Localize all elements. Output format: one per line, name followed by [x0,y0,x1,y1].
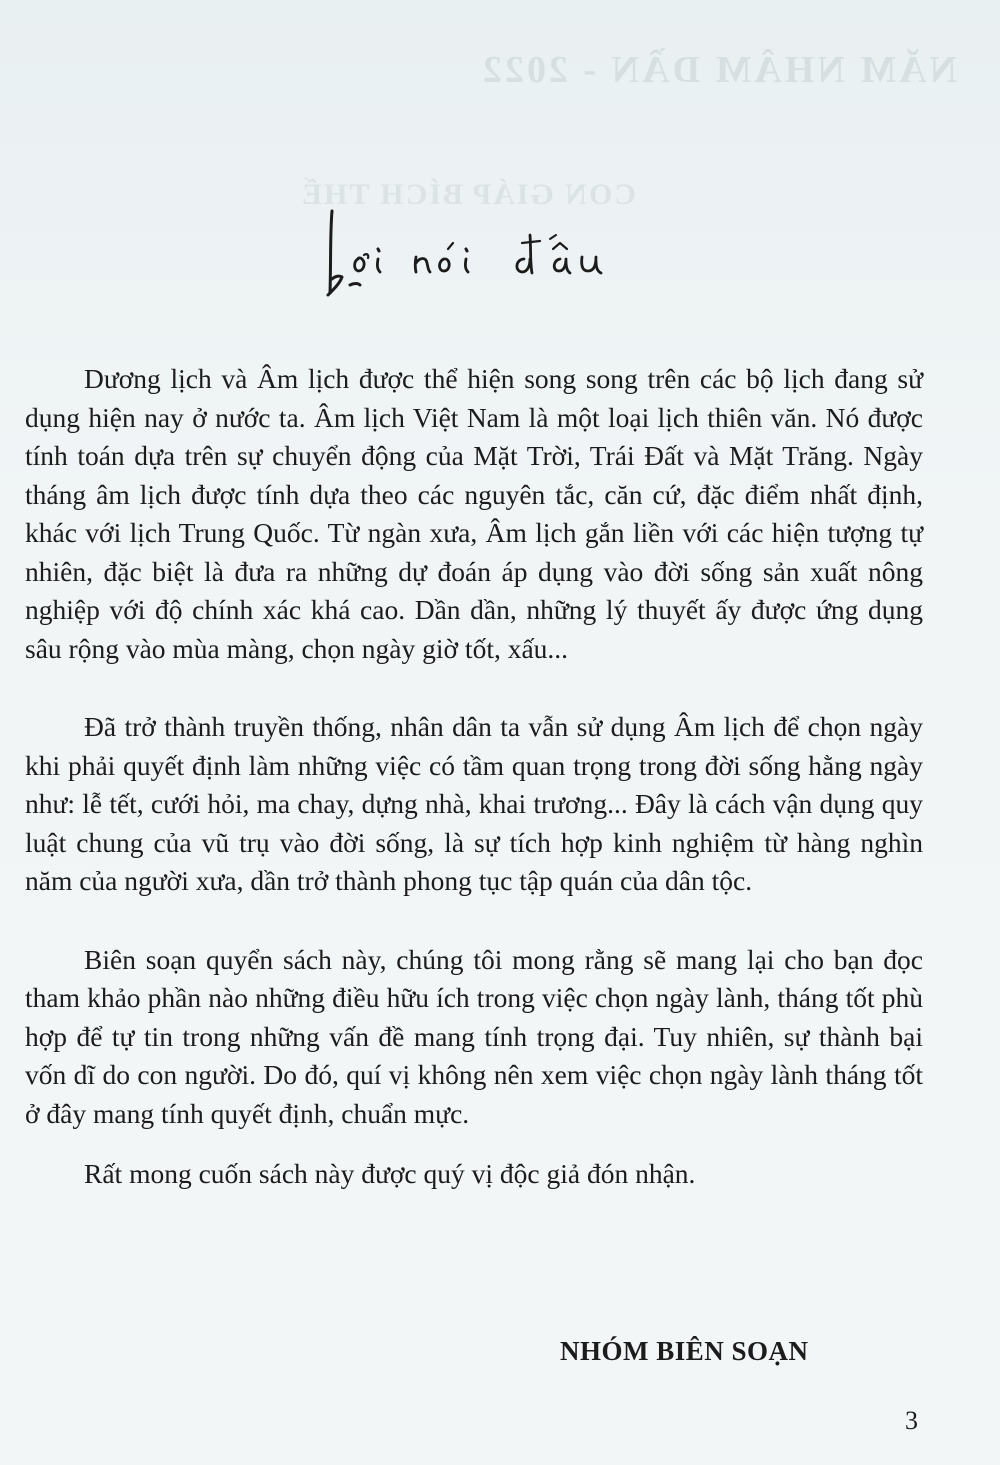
paragraph: Dương lịch và Âm lịch được thể hiện song song trên các bộ lịch đang sử dụng hiện nay ở nước ta. Âm lịch Việt Nam là một loại lịch thiên văn. Nó được tính toán dựa trên sự chuyển động của Mặt Trời, Trái Đất và Mặt Trăng. Ngày tháng âm lịch được tính dựa theo các nguyên tắc, căn cứ, đặc điểm nhất định, khác với lịch Trung Quốc. Từ ngàn xưa, Âm lịch gắn liền với các hiện tượng tự nhiên, đặc biệt là đưa ra những dự đoán áp dụng vào đời sống sản xuất nông nghiệp với độ chính xác khá cao. Dần dần, những lý thuyết ấy được ứng dụng sâu rộng vào mùa màng, chọn ngày giờ tốt, xấu... [25,363,923,664]
page-number: 3 [905,1406,918,1435]
paragraph: Rất mong cuốn sách này được quý vị độc giả đón nhận. [84,1158,696,1189]
chapter-heading [320,205,640,305]
calligraphy-heading-graphic [320,205,640,305]
paragraph: Biên soạn quyển sách này, chúng tôi mong rằng sẽ mang lại cho bạn đọc tham khảo phần nào những điều hữu ích trong việc chọn ngày lành, tháng tốt phù hợp để tự tin trong những vấn đề mang tính trọng đại. Tuy nhiên, sự thành bại vốn dĩ do con người. Do đó, quí vị không nên xem việc chọn ngày lành tháng tốt ở đây mang tính quyết định, chuẩn mực. [25,943,923,1129]
show-through-text: CON GIÁP BÍCH THẾ [300,178,637,211]
author-signature: NHÓM BIÊN SOẠN [560,1336,809,1366]
show-through-text: NĂM NHÂM DẦN - 2022 [480,49,958,91]
document-body [25,360,923,1194]
paragraph: Đã trở thành truyền thống, nhân dân ta vẫn sử dụng Âm lịch để chọn ngày khi phải quyết định làm những việc có tầm quan trọng trong đời sống hằng ngày như: lễ tết, cưới hỏi, ma chay, dựng nhà, khai trương... Đây là cách vận dụng quy luật chung của vũ trụ vào đời sống, là sự tích hợp kinh nghiệm từ hàng nghìn năm của người xưa, dần trở thành phong tục tập quán của dân tộc. [25,711,923,896]
